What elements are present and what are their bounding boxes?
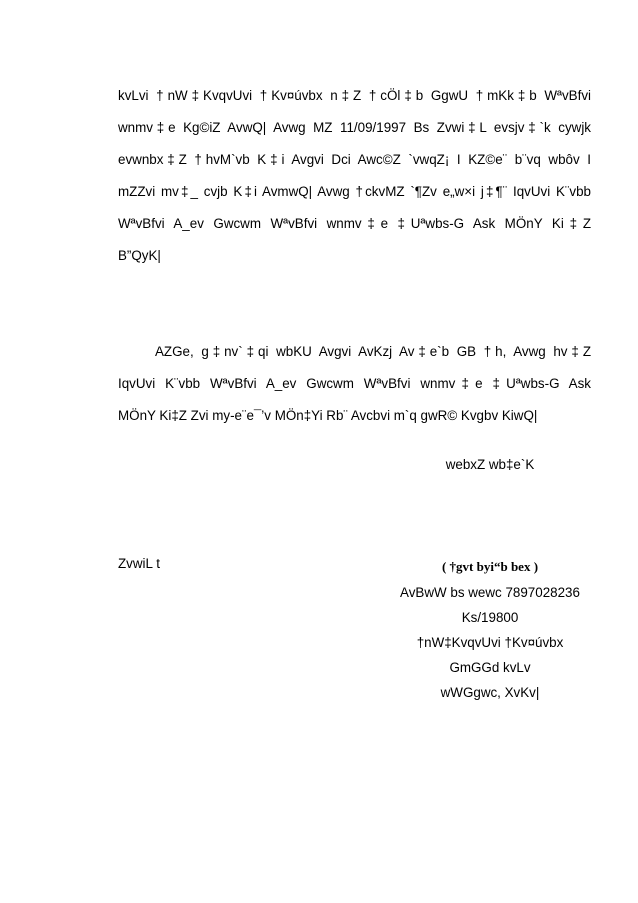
paragraph1-line-4: mZZvi mv‡_ cvjb K‡i AvmwQ| Avwg †ckvMZ `¶Zv e„w×i j‡¶¨ IqvUvi K¨vbb <box>118 184 591 199</box>
paragraph1-line-2: wnmv‡e Kg©iZ AvwQ| Avwg MZ 11/09/1997 Bs Zvwi‡L evsjv‡`k cywjk <box>118 120 591 135</box>
signature-name: ( †gvt byi“b bex ) <box>441 559 539 574</box>
signature-id: AvBwW bs wewc 7897028236 <box>400 585 580 600</box>
signature-rank: †nW‡KvqvUvi †Kv¤úvbx <box>416 635 564 650</box>
paragraph2-line-1: AZGe, g‡nv`‡qi wbKU Avgvi AvKzj Av‡e`b GB †h, Avwg hv‡Z <box>155 344 591 359</box>
date-label: ZvwiL t <box>118 556 160 571</box>
paragraph1-line-6: B”QyK| <box>118 248 161 263</box>
paragraph2-line-2: IqvUvi K¨vbb WªvBfvi A_ev Gwcwm WªvBfvi wnmv‡e ‡Uªwbs-G Ask <box>118 376 591 391</box>
signature-branch: GmGGd kvLv <box>449 660 531 675</box>
paragraph2-line-3: MÖnY Ki‡Z Zvi my-e¨e¯’v MÖn‡Yi Rb¨ Avcbvi m`q gwR© Kvgbv KiwQ| <box>118 408 538 423</box>
signature-office: wWGgwc, XvKv| <box>440 685 540 700</box>
closing-text: webxZ wb‡e`K <box>445 457 535 472</box>
paragraph1-line-3: evwnbx‡Z †hvM`vb K‡i Avgvi Dci Awc©Z `vwqZ¡ I KZ©e¨ b¨vq wbôv I <box>118 152 591 167</box>
paragraph1-line-5: WªvBfvi A_ev Gwcwm WªvBfvi wnmv‡e ‡Uªwbs-G Ask MÖnY Ki‡Z <box>118 216 591 231</box>
signature-number: Ks/19800 <box>461 610 519 625</box>
paragraph1-line-1: kvLvi †nW‡KvqvUvi †Kv¤úvbx n‡Z †cÖl‡b GgwU †mKk‡b WªvBfvi <box>118 88 591 103</box>
